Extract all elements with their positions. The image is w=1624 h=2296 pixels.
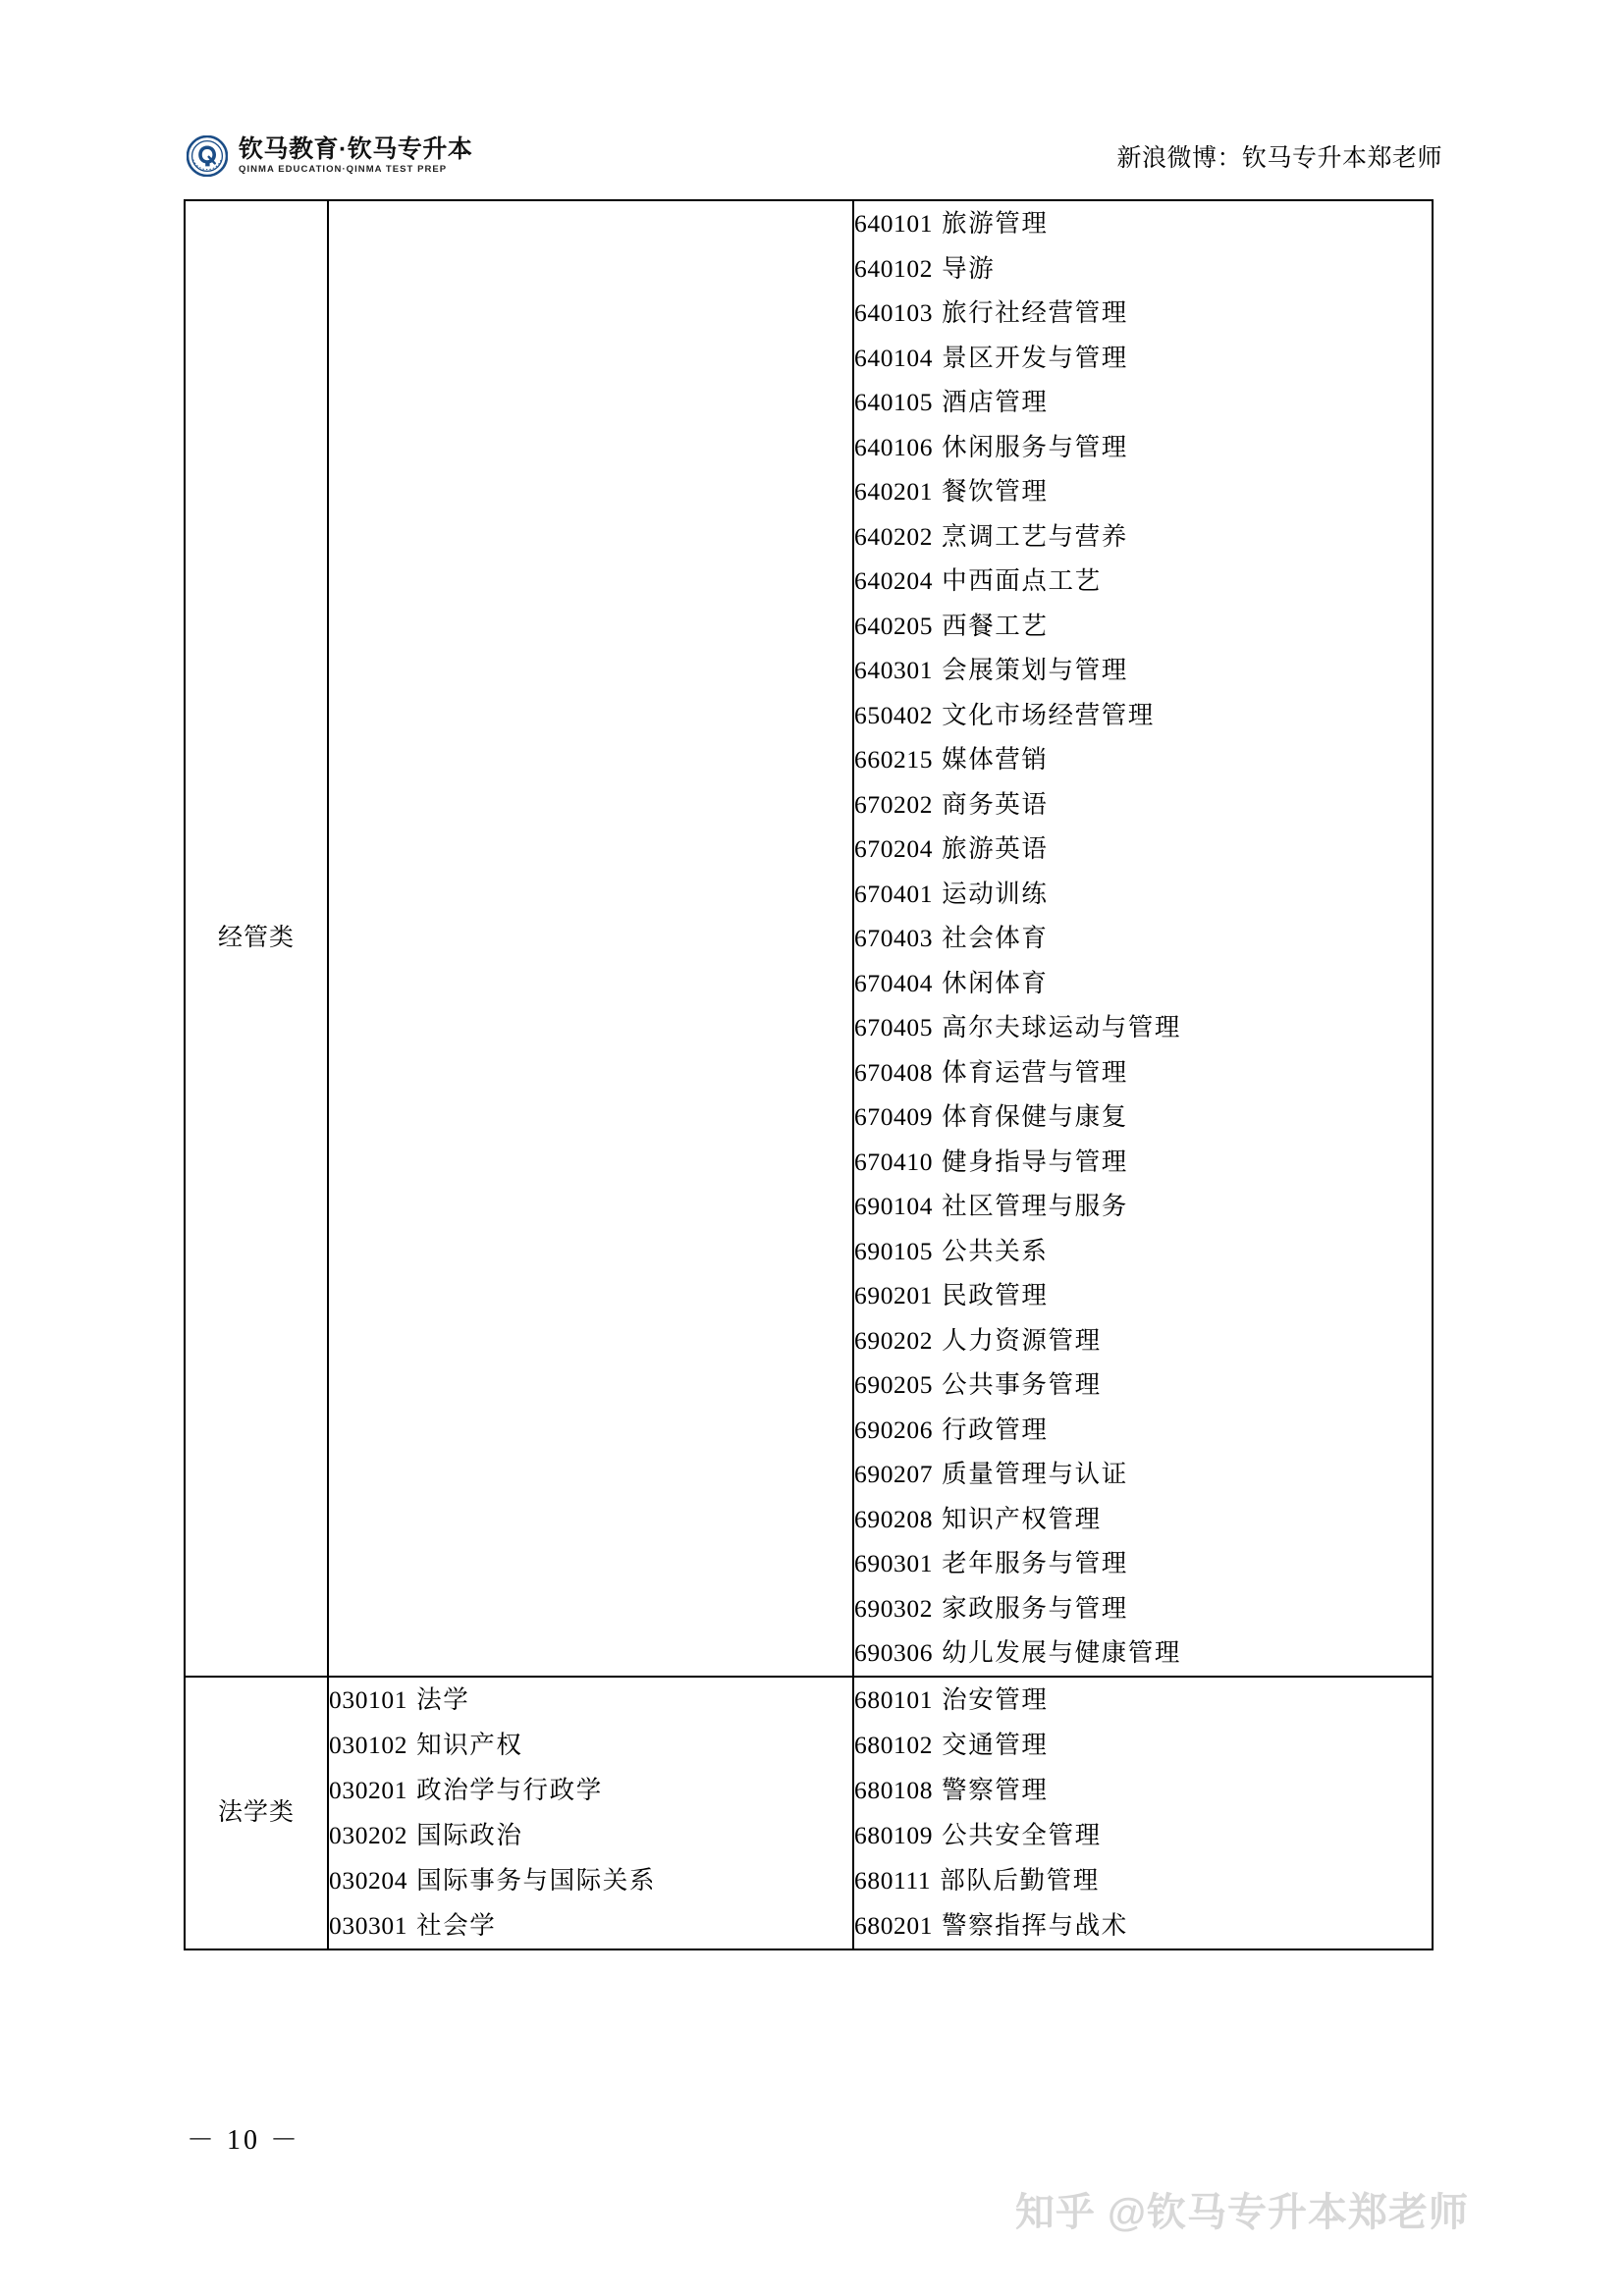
major-item (854, 1541, 1432, 1586)
brand-logo (187, 135, 472, 177)
major-code: 030202 (329, 1820, 408, 1849)
major-item (854, 1273, 1432, 1318)
major-name: 公共关系 (942, 1236, 1049, 1265)
major-name: 体育保健与康复 (942, 1102, 1128, 1131)
major-name: 民政管理 (942, 1281, 1049, 1309)
header-weibo-handle: 新浪微博：钦马专升本郑老师 (1116, 145, 1442, 172)
major-item (854, 201, 1432, 246)
major-code: 030301 (329, 1910, 408, 1940)
major-item (854, 1586, 1432, 1631)
major-item (854, 1362, 1432, 1408)
major-code: 680111 (854, 1865, 932, 1895)
major-name: 交通管理 (942, 1730, 1049, 1759)
major-name: 体育运营与管理 (942, 1057, 1128, 1087)
major-code: 660215 (854, 745, 934, 774)
major-item (854, 380, 1432, 425)
major-item (854, 1005, 1432, 1050)
major-item (854, 827, 1432, 872)
category-cell: 经管类 (185, 200, 328, 1677)
major-item (854, 1903, 1432, 1949)
major-code: 680201 (854, 1910, 934, 1940)
major-item (854, 1497, 1432, 1542)
major-name: 国际事务与国际关系 (416, 1865, 657, 1895)
bachelor-majors-cell (328, 200, 853, 1677)
major-name: 社会体育 (942, 924, 1049, 952)
category-cell: 法学类 (185, 1677, 328, 1949)
qinma-seal-icon (187, 135, 228, 177)
major-code: 640301 (854, 656, 934, 684)
major-code: 690302 (854, 1593, 934, 1623)
major-name: 景区开发与管理 (942, 343, 1128, 372)
major-code: 690207 (854, 1460, 934, 1488)
major-code: 640102 (854, 253, 934, 283)
major-code: 030201 (329, 1775, 408, 1804)
major-code: 640106 (854, 432, 934, 461)
major-name: 政治学与行政学 (416, 1775, 603, 1804)
major-item (854, 1858, 1432, 1903)
associate-majors-cell (853, 1677, 1433, 1949)
major-name: 部队后勤管理 (940, 1865, 1100, 1895)
major-name: 旅游管理 (942, 209, 1049, 238)
major-name: 酒店管理 (942, 388, 1049, 416)
major-code: 650402 (854, 700, 934, 729)
major-item (854, 514, 1432, 560)
associate-majors-cell (853, 200, 1433, 1677)
major-item (854, 693, 1432, 738)
zhihu-watermark: 知乎 @钦马专升本郑老师 (1014, 2191, 1469, 2234)
major-name: 健身指导与管理 (942, 1147, 1128, 1176)
major-code: 670204 (854, 834, 934, 863)
major-code: 690301 (854, 1549, 934, 1577)
major-code: 640202 (854, 521, 934, 551)
major-code: 670410 (854, 1147, 934, 1176)
major-code: 680102 (854, 1730, 934, 1759)
major-code: 670408 (854, 1057, 934, 1087)
major-name: 商务英语 (942, 789, 1049, 819)
major-code: 670404 (854, 968, 934, 997)
major-code: 640205 (854, 611, 934, 640)
major-code: 690104 (854, 1192, 934, 1220)
major-item (854, 961, 1432, 1006)
table-row (185, 200, 1433, 1677)
major-name: 导游 (942, 253, 996, 283)
major-item (854, 291, 1432, 336)
major-name: 西餐工艺 (942, 611, 1049, 640)
major-name: 公共事务管理 (942, 1370, 1102, 1399)
major-code: 690205 (854, 1370, 934, 1399)
major-item (329, 1813, 852, 1858)
major-code: 030101 (329, 1684, 408, 1714)
major-item (854, 246, 1432, 292)
major-code: 680109 (854, 1820, 934, 1849)
major-code: 680108 (854, 1775, 934, 1804)
major-code: 670405 (854, 1013, 934, 1041)
major-item (854, 1095, 1432, 1140)
page-number: － 10 － (187, 2125, 301, 2156)
major-code: 670202 (854, 789, 934, 819)
major-code: 640103 (854, 298, 934, 327)
major-name: 社区管理与服务 (942, 1192, 1128, 1220)
major-item (854, 1140, 1432, 1185)
major-category-table-container (184, 199, 1432, 1950)
major-item (854, 1318, 1432, 1363)
major-name: 行政管理 (942, 1415, 1049, 1444)
major-name: 公共安全管理 (942, 1820, 1102, 1849)
major-code: 640204 (854, 566, 934, 595)
major-item (854, 1723, 1432, 1768)
major-code: 670409 (854, 1102, 934, 1131)
major-name: 法学 (416, 1684, 470, 1714)
major-name: 治安管理 (942, 1684, 1049, 1714)
major-name: 会展策划与管理 (942, 656, 1128, 684)
major-item (329, 1903, 852, 1949)
major-item (854, 559, 1432, 604)
major-name: 旅游英语 (942, 834, 1049, 863)
major-code: 680101 (854, 1684, 934, 1714)
major-name: 休闲服务与管理 (942, 432, 1128, 461)
major-code: 640105 (854, 388, 934, 416)
major-name: 中西面点工艺 (942, 566, 1102, 595)
major-name: 文化市场经营管理 (942, 700, 1155, 729)
major-item (854, 648, 1432, 693)
major-name: 家政服务与管理 (942, 1593, 1128, 1623)
major-item (854, 1408, 1432, 1453)
major-item (854, 1452, 1432, 1497)
major-name: 餐饮管理 (942, 477, 1049, 506)
major-name: 质量管理与认证 (942, 1460, 1128, 1488)
brand-name-en: QINMA EDUCATION·QINMA TEST PREP (239, 164, 448, 176)
major-code: 640201 (854, 477, 934, 506)
major-item (854, 916, 1432, 961)
brand-name-cn: 钦马教育·钦马专升本 (239, 135, 473, 164)
major-name: 警察管理 (942, 1775, 1049, 1804)
major-item (854, 1229, 1432, 1274)
major-name: 社会学 (416, 1910, 497, 1940)
major-name: 知识产权管理 (942, 1504, 1102, 1533)
major-code: 670401 (854, 879, 934, 908)
major-code: 640104 (854, 343, 934, 372)
major-code: 690201 (854, 1281, 934, 1309)
major-item (854, 1678, 1432, 1723)
major-item (854, 1184, 1432, 1229)
major-code: 670403 (854, 924, 934, 952)
page-header (0, 124, 1624, 188)
table-row (185, 1677, 1433, 1949)
major-name: 旅行社经营管理 (942, 298, 1128, 327)
major-name: 人力资源管理 (942, 1325, 1102, 1355)
table-body (185, 200, 1433, 1949)
major-code: 640101 (854, 209, 934, 238)
major-code: 690105 (854, 1236, 934, 1265)
major-item (854, 336, 1432, 381)
major-code: 030204 (329, 1865, 408, 1895)
major-item (854, 1050, 1432, 1095)
bachelor-majors-cell (328, 1677, 853, 1949)
major-item (329, 1678, 852, 1723)
major-name: 媒体营销 (942, 745, 1049, 774)
major-name: 知识产权 (416, 1730, 523, 1759)
major-name: 烹调工艺与营养 (942, 521, 1128, 551)
major-name: 运动训练 (942, 879, 1049, 908)
major-code: 030102 (329, 1730, 408, 1759)
major-item (854, 1630, 1432, 1676)
major-item (854, 604, 1432, 649)
major-category-table (184, 199, 1434, 1950)
major-name: 警察指挥与战术 (942, 1910, 1128, 1940)
major-item (854, 425, 1432, 470)
major-code: 690306 (854, 1638, 934, 1667)
major-code: 690206 (854, 1415, 934, 1444)
major-code: 690202 (854, 1325, 934, 1355)
major-item (854, 782, 1432, 828)
major-name: 高尔夫球运动与管理 (942, 1013, 1182, 1041)
major-item (854, 872, 1432, 917)
major-code: 690208 (854, 1504, 934, 1533)
major-name: 老年服务与管理 (942, 1549, 1128, 1577)
major-item (854, 1768, 1432, 1813)
major-item (329, 1723, 852, 1768)
brand-logo-text (239, 137, 472, 175)
major-name: 幼儿发展与健康管理 (942, 1638, 1182, 1667)
major-item (329, 1768, 852, 1813)
major-item (854, 1813, 1432, 1858)
major-name: 国际政治 (416, 1820, 523, 1849)
major-name: 休闲体育 (942, 968, 1049, 997)
major-item (854, 737, 1432, 782)
major-item (854, 469, 1432, 514)
major-item (329, 1858, 852, 1903)
